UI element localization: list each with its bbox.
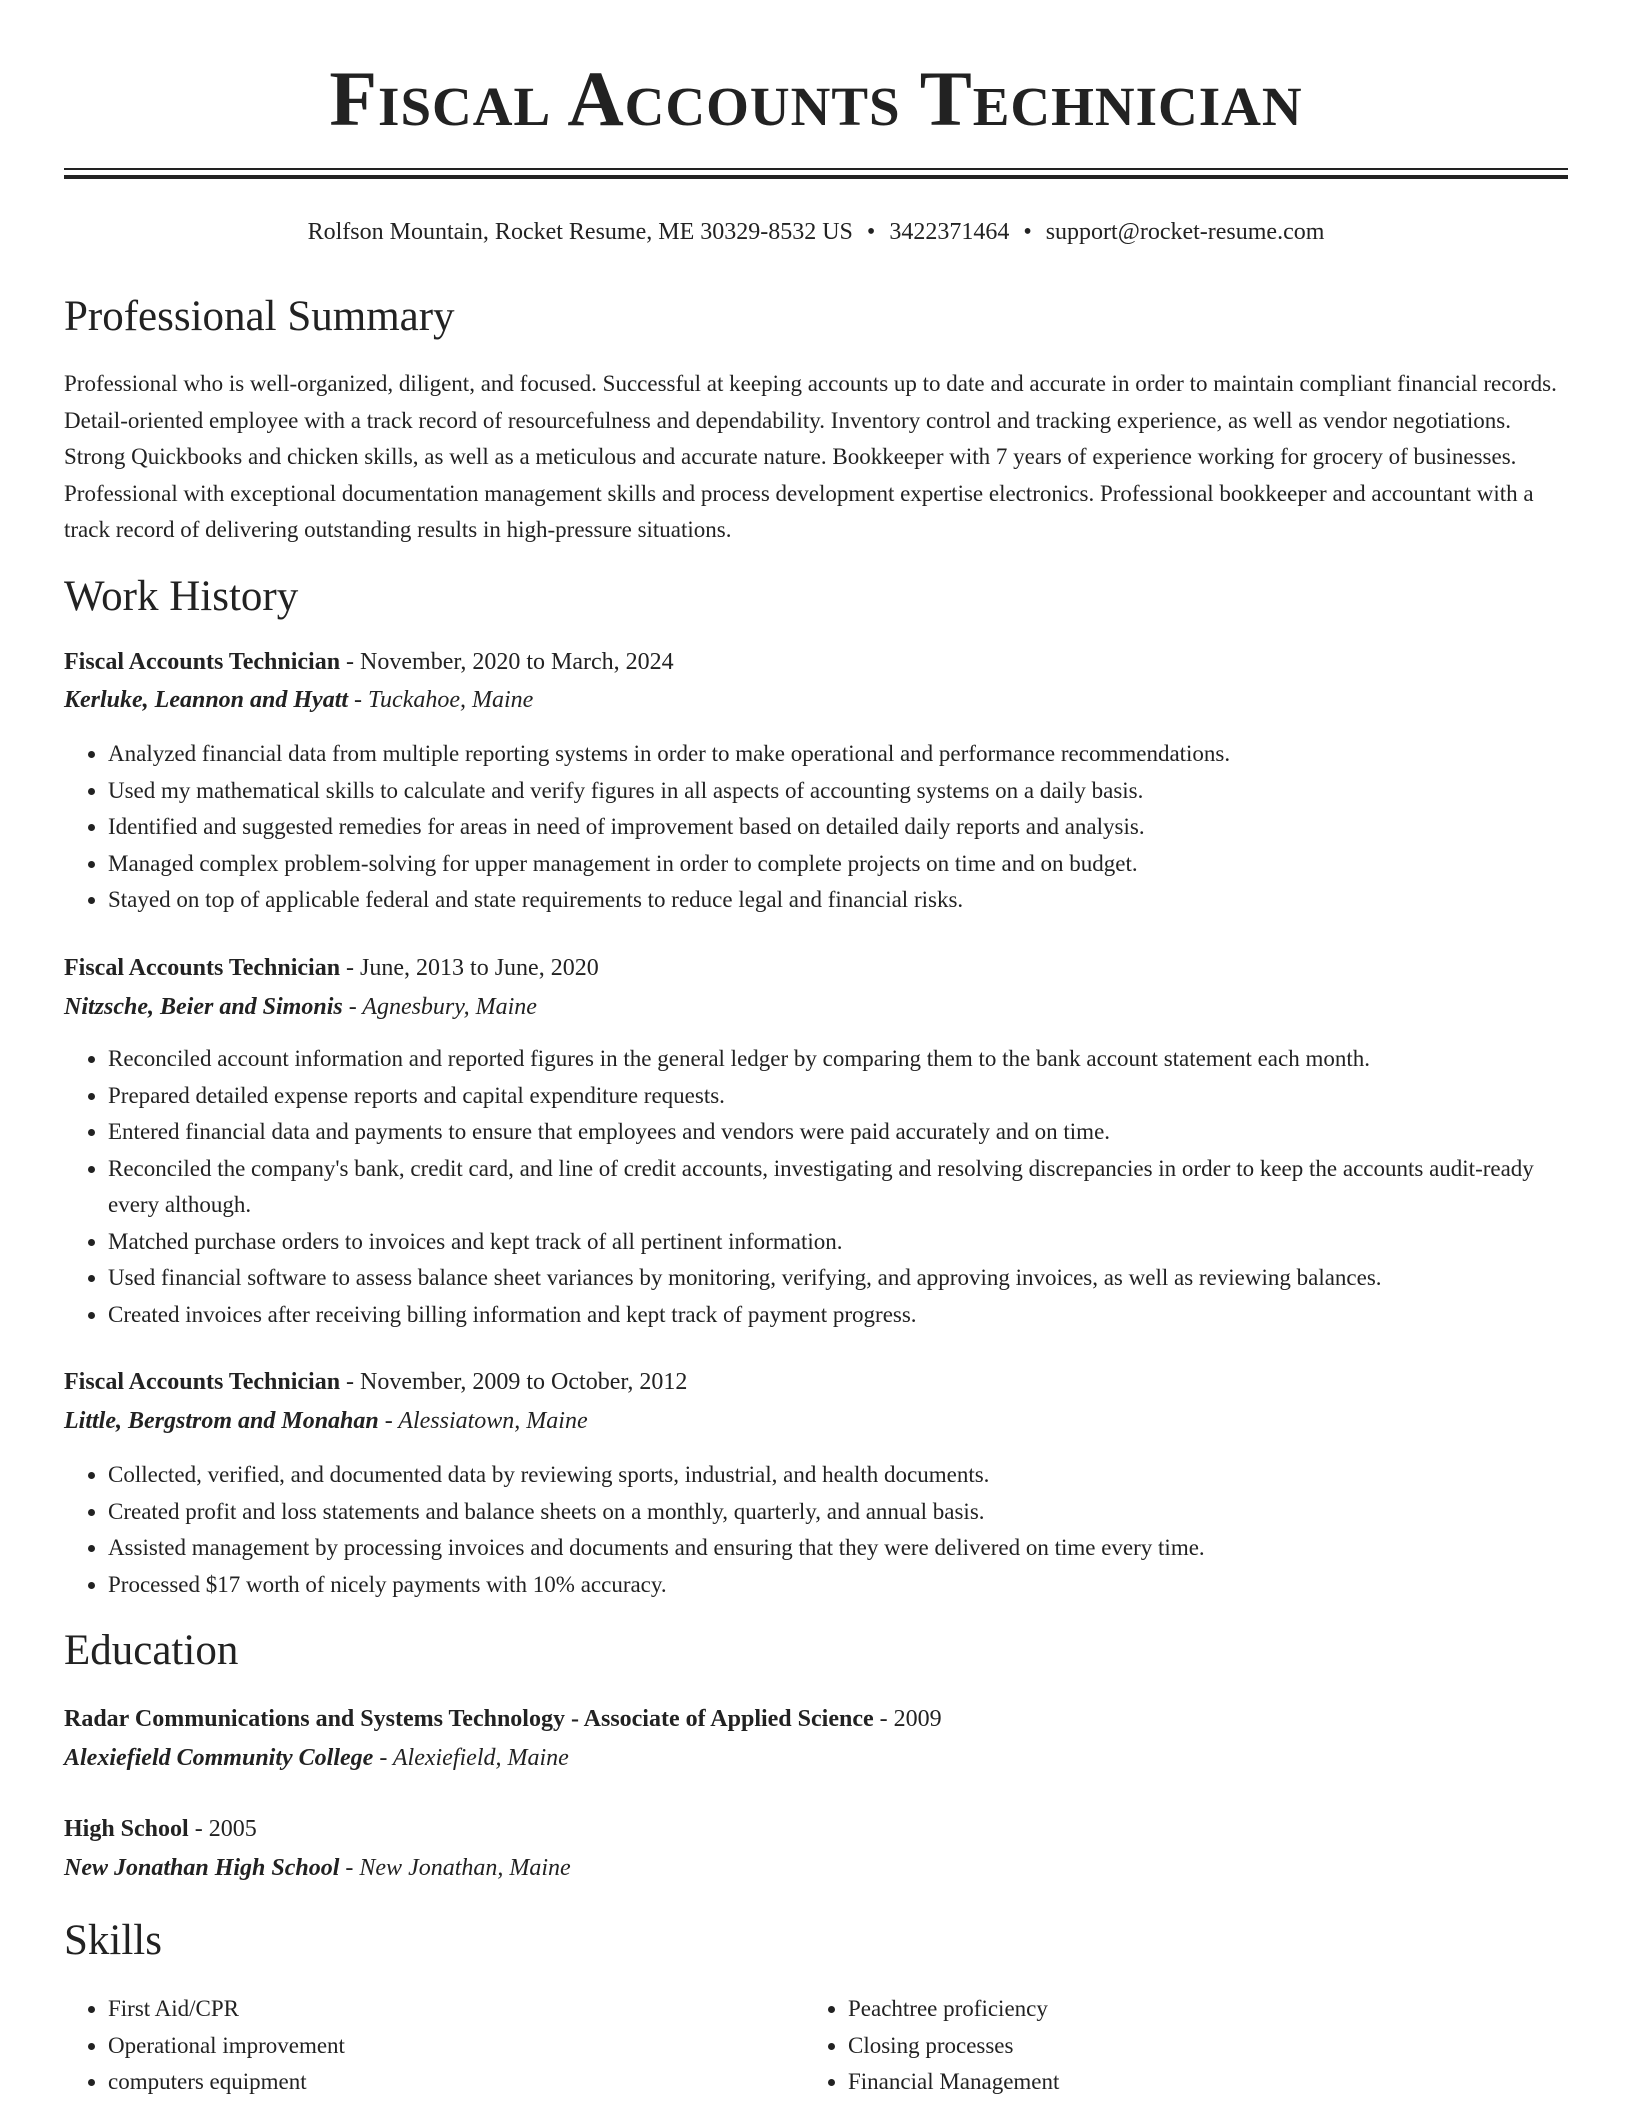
list-item: • Used my mathematical skills to calculate and verify figures in all aspects of accounting systems on a daily basis. [108, 773, 1568, 810]
list-item: • computers equipment [108, 2064, 808, 2101]
education-location: - New Jonathan, Maine [339, 1855, 571, 1881]
header-divider-thick [64, 175, 1568, 179]
list-item: • Financial Management [848, 2064, 1548, 2101]
list-item: • Prepared detailed expense reports and capital expenditure requests. [108, 1078, 1568, 1115]
summary-heading: Professional Summary [64, 293, 455, 340]
list-item: • Assisted management by processing invoices and documents and ensuring that they were delivered on time every time. [108, 1530, 1568, 1567]
job-location: - Tuckahoe, Maine [348, 687, 534, 713]
job-dates: - November, 2009 to October, 2012 [340, 1369, 688, 1395]
education-degree: High School [64, 1816, 189, 1842]
job-title-line [64, 1366, 687, 1398]
education-degree-line [64, 1703, 942, 1735]
job-title-line [64, 952, 599, 984]
job-location: - Alessiatown, Maine [378, 1408, 588, 1434]
job-title-line [64, 646, 674, 678]
contact-line [64, 216, 1568, 248]
education-school-line [64, 1852, 571, 1884]
job-company: Nitzsche, Beier and Simonis [64, 994, 343, 1020]
job-role: Fiscal Accounts Technician [64, 955, 341, 981]
education-location: - Alexiefield, Maine [373, 1745, 569, 1771]
list-item: • Stayed on top of applicable federal and state requirements to reduce legal and financial risks. [108, 882, 1568, 919]
education-school: New Jonathan High School [64, 1855, 340, 1881]
header-divider-thin [64, 168, 1568, 170]
education-year: - 2005 [188, 1816, 257, 1842]
list-item: • Identified and suggested remedies for areas in need of improvement based on detailed daily reports and analysis. [108, 809, 1568, 846]
list-item: • Reconciled account information and reported figures in the general ledger by comparing them to the bank account statement each month. [108, 1041, 1568, 1078]
contact-email: support@rocket-resume.com [1045, 219, 1325, 245]
list-item: • Entered financial data and payments to ensure that employees and vendors were paid accurately and on time. [108, 1114, 1568, 1151]
job-employer-line [64, 991, 537, 1023]
list-item: • Processed $17 worth of nicely payments with 10% accuracy. [108, 1567, 1568, 1604]
summary-text: Professional who is well-organized, diligent, and focused. Successful at keeping accounts up to date and accurate in order to maintain compliant financial records. Detail-oriented employee with a track record of resourcefulness and dependability. Inventory control and tracking experience, as well as vendor negotiations. Strong Quickbooks and chicken skills, as well as a meticulous and accurate nature. Bookkeeper with 7 years of experience working for grocery of businesses. Professional with exceptional documentation management skills and process development expertise electronics. Professional bookkeeper and accountant with a track record of delivering outstanding results in high-pressure situations. [64, 371, 1557, 542]
education-degree-line [64, 1813, 257, 1845]
list-item: • First Aid/CPR [108, 1991, 808, 2028]
skills-list-left [64, 1991, 808, 2101]
job-duties-list [64, 1457, 1568, 1603]
job-duties-list [64, 736, 1568, 919]
education-degree: Radar Communications and Systems Technology - Associate of Applied Science [64, 1706, 874, 1732]
list-item: • Used financial software to assess balance sheet variances by monitoring, verifying, and approving invoices, as well as reviewing balances. [108, 1260, 1568, 1297]
contact-phone: 3422371464 [889, 219, 1010, 245]
job-employer-line [64, 684, 533, 716]
candidate-name: Fiscal Accounts Technician [329, 55, 1303, 142]
work-history-heading: Work History [64, 573, 299, 620]
education-school-line [64, 1742, 569, 1774]
list-item: • Operational improvement [108, 2028, 808, 2065]
list-item: • Reconciled the company's bank, credit card, and line of credit accounts, investigating and resolving discrepancies in order to keep the accounts audit-ready every although. [108, 1151, 1568, 1224]
list-item: • Created profit and loss statements and balance sheets on a monthly, quarterly, and annual basis. [108, 1494, 1568, 1531]
job-duties-list [64, 1041, 1568, 1333]
job-role: Fiscal Accounts Technician [64, 649, 341, 675]
education-school: Alexiefield Community College [64, 1745, 374, 1771]
list-item: • Matched purchase orders to invoices and kept track of all pertinent information. [108, 1224, 1568, 1261]
job-employer-line [64, 1405, 588, 1437]
job-dates: - June, 2013 to June, 2020 [340, 955, 599, 981]
skills-list-right [804, 1991, 1548, 2101]
job-company: Kerluke, Leannon and Hyatt [64, 687, 349, 713]
education-year: - 2009 [873, 1706, 942, 1732]
job-role: Fiscal Accounts Technician [64, 1369, 341, 1395]
job-location: - Agnesbury, Maine [342, 994, 537, 1020]
list-item: • Peachtree proficiency [848, 1991, 1548, 2028]
list-item: • Closing processes [848, 2028, 1548, 2065]
resume-page [64, 0, 1568, 2094]
contact-separator: • [1023, 219, 1032, 245]
education-heading: Education [64, 1627, 239, 1674]
list-item: • Analyzed financial data from multiple reporting systems in order to make operational and performance recommendations. [108, 736, 1568, 773]
contact-address: Rolfson Mountain, Rocket Resume, ME 30329-8532 US [307, 219, 853, 245]
list-item: • Collected, verified, and documented data by reviewing sports, industrial, and health documents. [108, 1457, 1568, 1494]
contact-separator: • [866, 219, 876, 245]
skills-heading: Skills [64, 1917, 162, 1964]
list-item: • Created invoices after receiving billing information and kept track of payment progress. [108, 1297, 1568, 1334]
job-company: Little, Bergstrom and Monahan [64, 1408, 379, 1434]
job-dates: - November, 2020 to March, 2024 [340, 649, 674, 675]
list-item: • Managed complex problem-solving for upper management in order to complete projects on time and on budget. [108, 846, 1568, 883]
